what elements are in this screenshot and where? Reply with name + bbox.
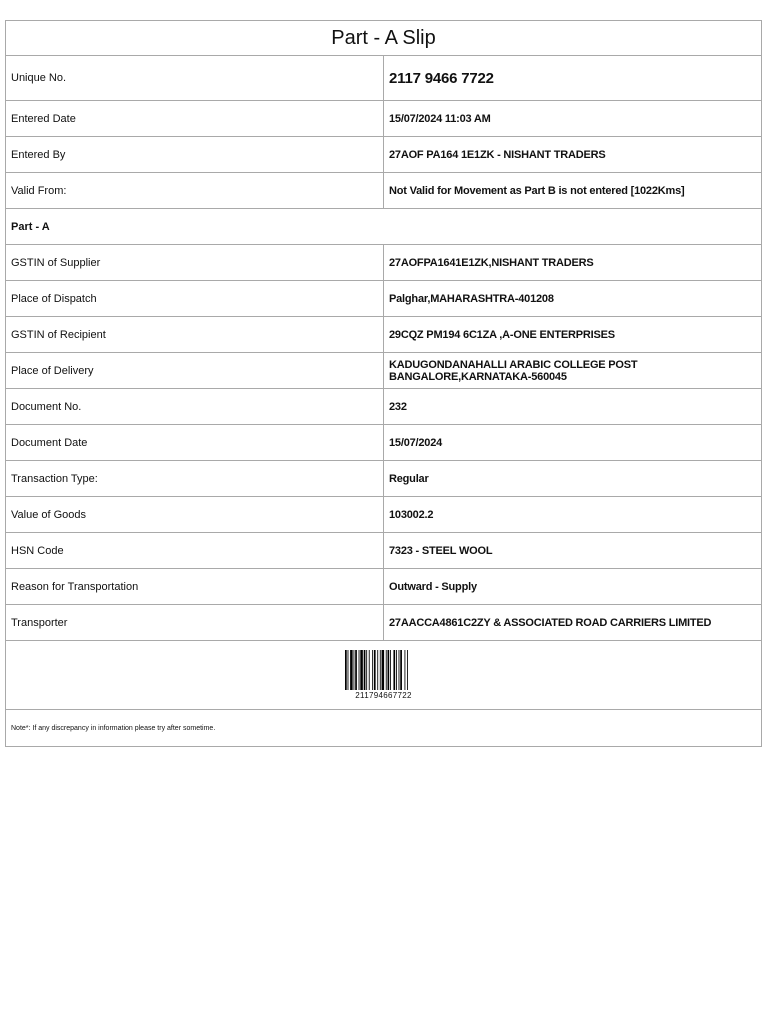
- reason-transportation-value: Outward - Supply: [384, 569, 762, 605]
- valid-from-value: Not Valid for Movement as Part B is not entered [1022Kms]: [384, 173, 762, 209]
- document-date-label: Document Date: [6, 425, 384, 461]
- transporter-label: Transporter: [6, 605, 384, 641]
- unique-no-value: 2117 9466 7722: [384, 56, 762, 101]
- gstin-recipient-value: 29CQZ PM194 6C1ZA ,A-ONE ENTERPRISES: [384, 317, 762, 353]
- reason-transportation-label: Reason for Transportation: [6, 569, 384, 605]
- part-a-section-heading: Part - A: [6, 209, 762, 245]
- place-of-delivery-label: Place of Delivery: [6, 353, 384, 389]
- place-of-dispatch-label: Place of Dispatch: [6, 281, 384, 317]
- gstin-supplier-label: GSTIN of Supplier: [6, 245, 384, 281]
- unique-no-label: Unique No.: [6, 56, 384, 101]
- barcode-cell: [6, 641, 762, 710]
- barcode-bars-icon: [344, 650, 424, 690]
- part-a-slip-table: [5, 20, 762, 747]
- entered-by-label: Entered By: [6, 137, 384, 173]
- barcode-number: 211794667722: [355, 690, 412, 700]
- gstin-supplier-value: 27AOFPA1641E1ZK,NISHANT TRADERS: [384, 245, 762, 281]
- entered-date-label: Entered Date: [6, 101, 384, 137]
- valid-from-label: Valid From:: [6, 173, 384, 209]
- hsn-code-value: 7323 - STEEL WOOL: [384, 533, 762, 569]
- value-of-goods-value: 103002.2: [384, 497, 762, 533]
- document-no-value: 232: [384, 389, 762, 425]
- entered-by-value: 27AOF PA164 1E1ZK - NISHANT TRADERS: [384, 137, 762, 173]
- slip-title: Part - A Slip: [6, 21, 762, 56]
- document-no-label: Document No.: [6, 389, 384, 425]
- barcode: [344, 650, 424, 700]
- document-date-value: 15/07/2024: [384, 425, 762, 461]
- entered-date-value: 15/07/2024 11:03 AM: [384, 101, 762, 137]
- transaction-type-value: Regular: [384, 461, 762, 497]
- value-of-goods-label: Value of Goods: [6, 497, 384, 533]
- place-of-delivery-value: KADUGONDANAHALLI ARABIC COLLEGE POST BANGALORE,KARNATAKA-560045: [384, 353, 762, 389]
- place-of-dispatch-value: Palghar,MAHARASHTRA-401208: [384, 281, 762, 317]
- transaction-type-label: Transaction Type:: [6, 461, 384, 497]
- transporter-value: 27AACCA4861C2ZY & ASSOCIATED ROAD CARRIERS LIMITED: [384, 605, 762, 641]
- gstin-recipient-label: GSTIN of Recipient: [6, 317, 384, 353]
- discrepancy-note: Note*: If any discrepancy in information please try after sometime.: [6, 710, 762, 747]
- hsn-code-label: HSN Code: [6, 533, 384, 569]
